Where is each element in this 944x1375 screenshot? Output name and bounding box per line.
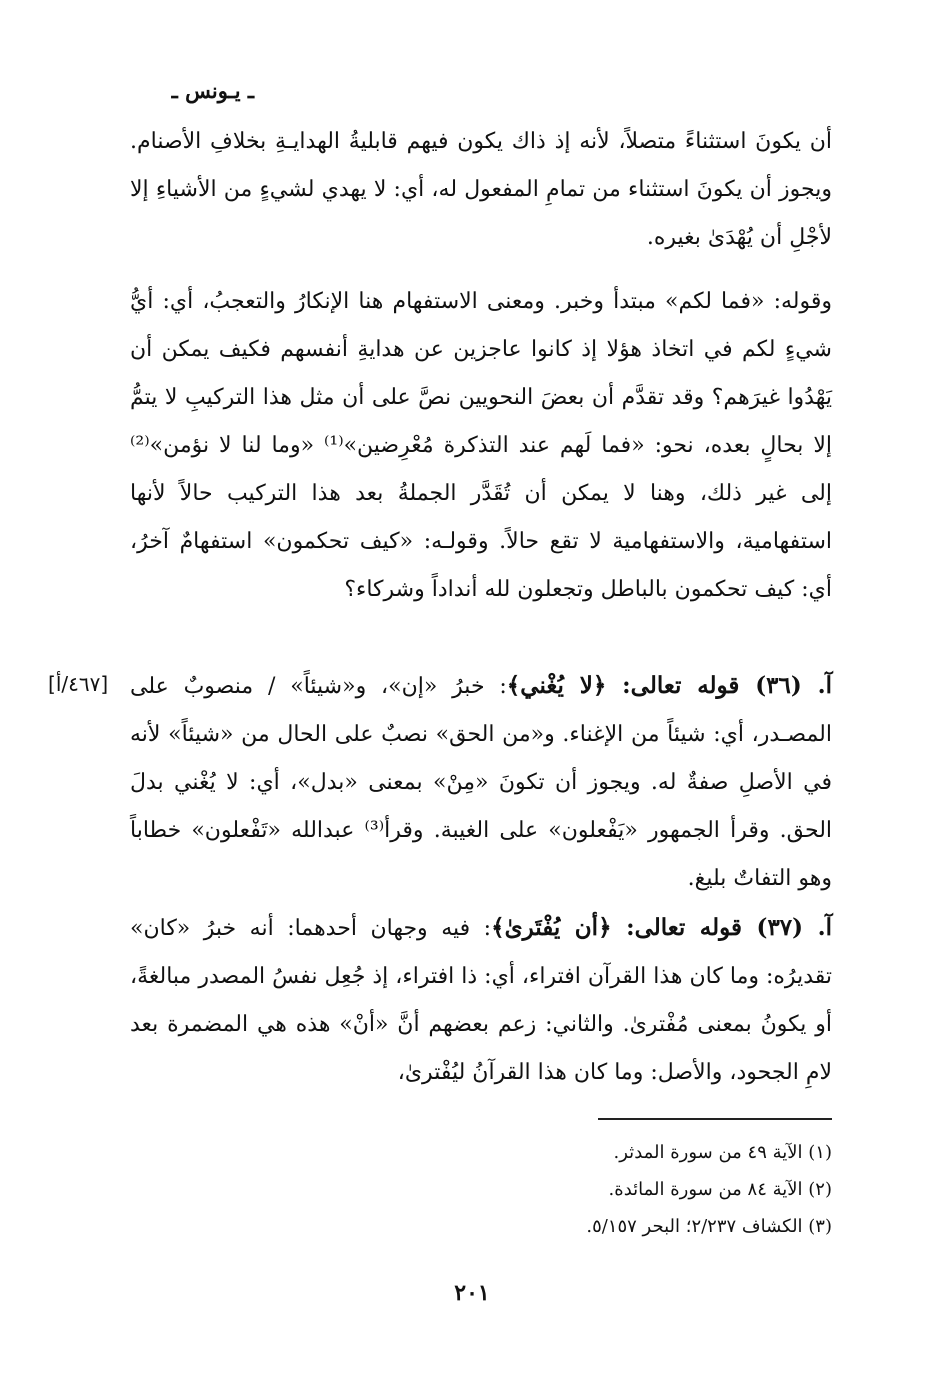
folio-reference: [٤٦٧/أ] bbox=[48, 672, 109, 696]
paragraph-1 bbox=[130, 118, 832, 262]
paragraph-2 bbox=[130, 278, 832, 614]
running-header: ـ يـونس ـ bbox=[171, 78, 254, 103]
section-37 bbox=[130, 904, 832, 1097]
footnote-3: (٣) الكشاف ٢/٢٣٧؛ البحر ٥/١٥٧. bbox=[586, 1216, 832, 1237]
commentary-36: : خبرُ «إن»، و«شيئاً» / منصوبٌ على المصـدر، أي: شيئاً من الإغناء. و«من الحق» نصبٌ على الحال من «شيئاً» لأنه في الأصلِ صفةٌ له. ويجوز أن تكونَ «مِنْ» بمعنى «بدل»، أي: لا يُغْني بدلَ الحق. وقرأ الجمهور «يَفْعلون» على الغيبة. وقرأ⁽³⁾ عبدالله «تَفْعلون» خطاباً وهو التفاتٌ بليغ. bbox=[130, 674, 833, 891]
section-36-text bbox=[130, 662, 832, 903]
footnote-divider bbox=[598, 1118, 832, 1120]
section-37-text bbox=[130, 904, 832, 1097]
section-36 bbox=[130, 662, 832, 903]
verse-label-36: آ. (٣٦) قوله تعالى: ﴿لا يُغْني﴾ bbox=[506, 672, 833, 699]
footnotes bbox=[400, 1134, 832, 1245]
paragraph-text: أن يكونَ استثناءً متصلاً، لأنه إذ ذاك يكون فيهم قابليةُ الهدايـةِ بخلافِ الأصنام. ويجوز أن يكونَ استثناء من تمامِ المفعول له، أي: لا يهدي لشيءٍ من الأشياءِ إلا لأجْلِ أن يُهْدَىٰ بغيره. bbox=[130, 129, 832, 250]
footnote-2: (٢) الآية ٨٤ من سورة المائدة. bbox=[608, 1179, 832, 1200]
page-number: ٢٠١ bbox=[454, 1280, 490, 1306]
paragraph-text: وقوله: «فما لكم» مبتدأ وخبر. ومعنى الاستفهام هنا الإنكارُ والتعجبُ، أي: أيُّ شيءٍ لكم في اتخاذ هؤلا إذ كانوا عاجزين عن هدايةِ أنفسهم فكيف يمكن أن يَهْدُوا غيرَهم؟ وقد تقدَّم أن بعضَ النحويين نصَّ على أن مثل هذا التركيبِ لا يتمُّ إلا بحالٍ بعده، نحو: «فما لَهم عند التذكرة مُعْرِضين»⁽¹⁾ «وما لنا لا نؤمن»⁽²⁾ إلى غير ذلك، وهنا لا يمكن أن تُقَدَّر الجملةُ بعد هذا التركيب حالاً لأنها استفهامية، والاستفهامية لا تقع حالاً. وقولـه: «كيف تحكمون» استفهامٌ آخرُ، أي: كيف تحكمون بالباطل وتجعلون لله أنداداً وشركاء؟ bbox=[130, 289, 833, 602]
footnote-1: (١) الآية ٤٩ من سورة المدثر. bbox=[613, 1142, 832, 1163]
commentary-37: : فيه وجهان أحدهما: أنه خبرُ «كان» تقديرُه: وما كان هذا القرآن افتراء، أي: ذا افتراء، إذ جُعِل نفسُ المصدر مبالغةً، أو يكونُ بمعنى مُفْترىٰ. والثاني: زعم بعضهم أنَّ «أنْ» هذه هي المضمرة بعد لامِ الجحود، والأصل: وما كان هذا القرآنُ ليُفْترىٰ، bbox=[130, 916, 832, 1085]
verse-label-37: آ. (٣٧) قوله تعالى: ﴿أن يُفْتَرىٰ﴾ bbox=[491, 914, 832, 941]
